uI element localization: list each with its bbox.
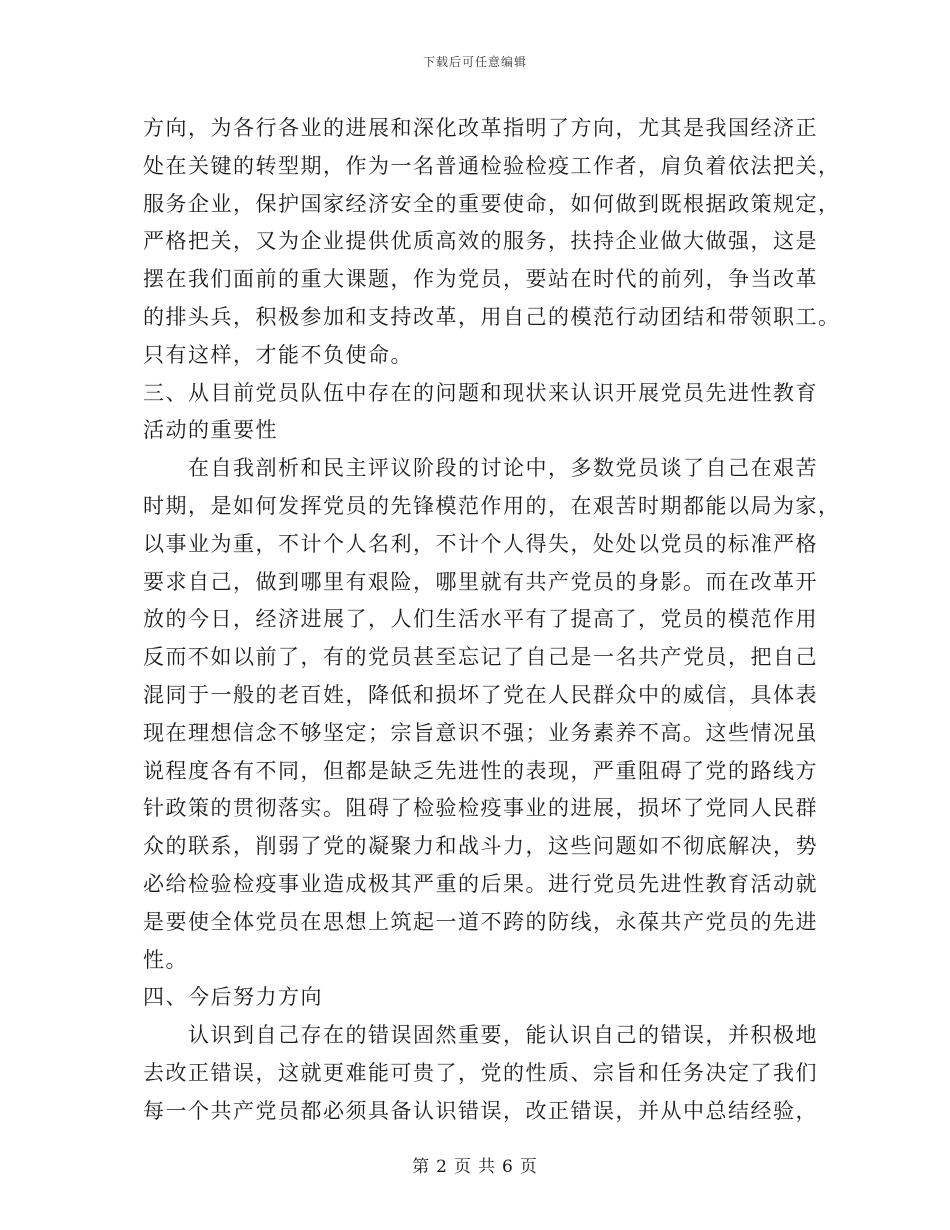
text-line: 活动的重要性 (143, 418, 278, 443)
page-header-note: 下载后可任意编辑 (422, 55, 527, 69)
footer-page-word: 页 (454, 1157, 472, 1177)
footer-current-page: 2 (436, 1157, 448, 1177)
text-line: 四、今后努力方向 (143, 985, 323, 1010)
text-line: 处在关键的转型期，作为一名普通检验检疫工作者，肩负着依法把关， (143, 153, 841, 178)
text-line: 反而不如以前了，有的党员甚至忘记了自己是一名共产党员，把自己 (143, 645, 818, 670)
text-line: 现在理想信念不够坚定；宗旨意识不强；业务素养不高。这些情况虽 (143, 720, 818, 745)
text-line: 说程度各有不同，但都是缺乏先进性的表现，严重阻碍了党的路线方 (143, 758, 818, 783)
text-line: 去改正错误，这就更难能可贵了，党的性质、宗旨和任务决定了我们 (143, 1060, 818, 1085)
text-line: 的排头兵，积极参加和支持改革，用自己的模范行动团结和带领职工。 (143, 304, 841, 329)
text-line: 以事业为重，不计个人名利，不计个人得失，处处以党员的标准严格 (143, 531, 818, 556)
text-line: 只有这样，才能不负使命。 (143, 342, 413, 367)
text-line: 三、从目前党员队伍中存在的问题和现状来认识开展党员先进性教育 (143, 380, 818, 405)
text-line: 时期，是如何发挥党员的先锋模范作用的，在艰苦时期都能以局为家， (143, 493, 841, 518)
text-line: 方向，为各行各业的进展和深化改革指明了方向，尤其是我国经济正 (143, 116, 818, 140)
text-line: 摆在我们面前的重大课题，作为党员，要站在时代的前列，争当改革 (143, 267, 818, 292)
page-footer (0, 1152, 950, 1177)
text-line: 是要使全体党员在思想上筑起一道不跨的防线，永葆共产党员的先进 (143, 909, 818, 934)
text-line: 要求自己，做到哪里有艰险，哪里就有共产党员的身影。而在改革开 (143, 569, 818, 594)
footer-prefix: 第 (412, 1157, 431, 1177)
text-line: 必给检验检疫事业造成极其严重的后果。进行党员先进性教育活动就 (143, 871, 818, 896)
footer-total-pages: 6 (502, 1157, 514, 1177)
document-body (143, 110, 841, 1131)
text-line: 严格把关，又为企业提供优质高效的服务，扶持企业做大做强，这是 (143, 229, 818, 254)
text-line: 众的联系，削弱了党的凝聚力和战斗力，这些问题如不彻底解决，势 (143, 834, 818, 859)
text-line: 放的今日，经济进展了，人们生活水平有了提高了，党员的模范作用 (143, 607, 818, 632)
text-line: 混同于一般的老百姓，降低和损坏了党在人民群众中的威信，具体表 (143, 682, 818, 707)
footer-suffix: 页 (519, 1157, 538, 1177)
text-line: 服务企业，保护国家经济安全的重要使命，如何做到既根据政策规定， (143, 191, 841, 216)
text-line: 针政策的贯彻落实。阻碍了检验检疫事业的进展，损坏了党同人民群 (143, 796, 818, 821)
text-line: 性。 (143, 947, 188, 972)
text-line: 每一个共产党员都必须具备认识错误，改正错误，并从中总结经验， (143, 1098, 818, 1123)
text-line: 在自我剖析和民主评议阶段的讨论中，多数党员谈了自己在艰苦 (143, 456, 818, 481)
text-line: 认识到自己存在的错误固然重要，能认识自己的错误，并积极地 (143, 1023, 818, 1048)
footer-total-word: 共 (478, 1157, 496, 1177)
